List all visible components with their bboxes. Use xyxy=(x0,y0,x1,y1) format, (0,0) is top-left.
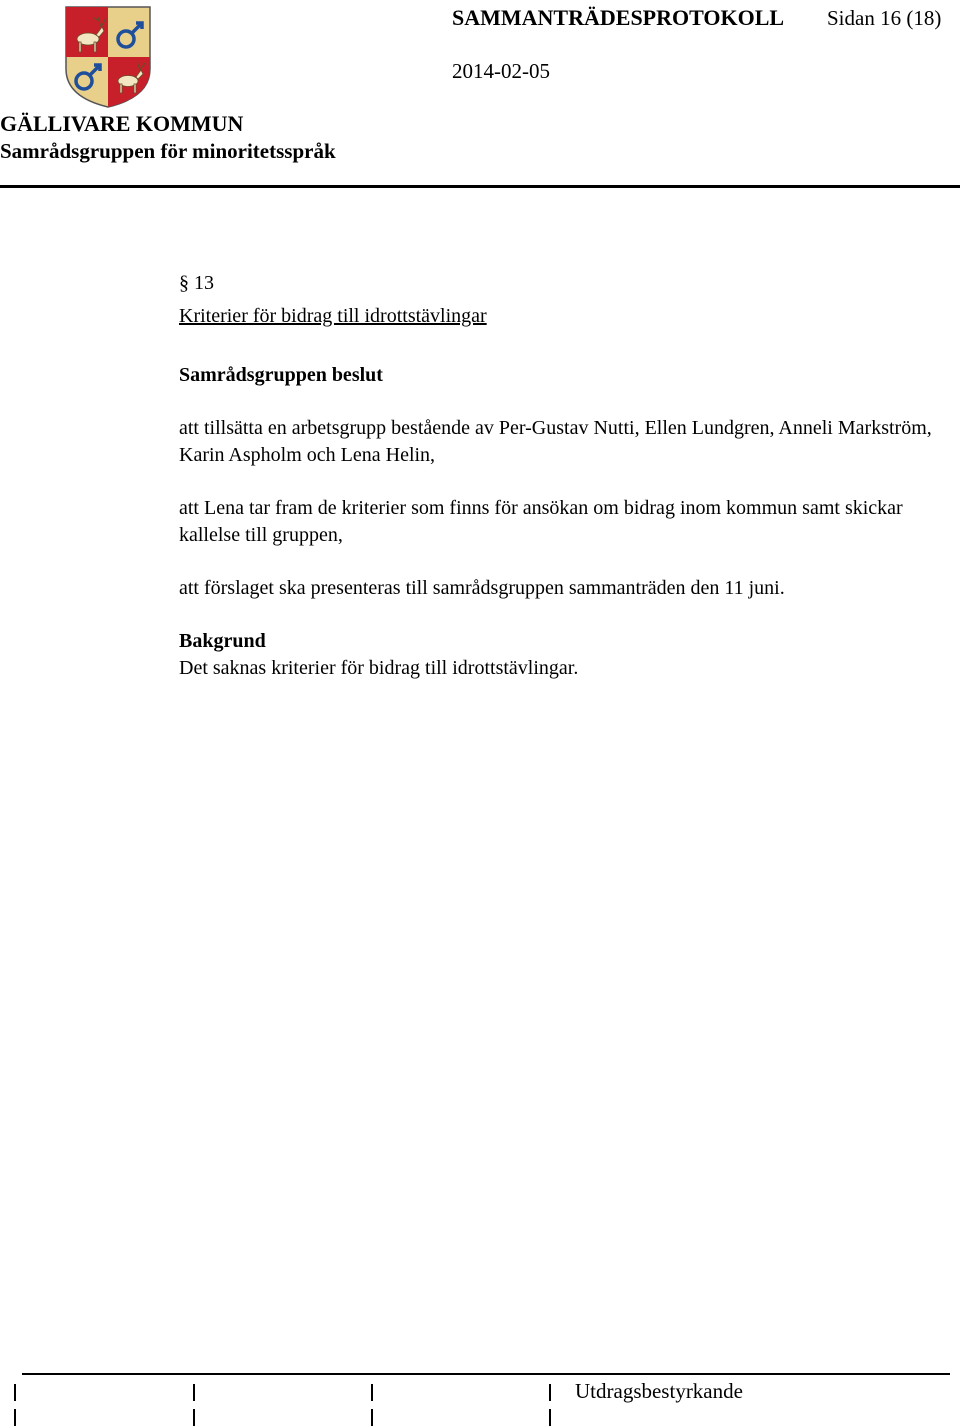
signature-box-divider xyxy=(549,1384,551,1401)
protocol-title: SAMMANTRÄDESPROTOKOLL xyxy=(452,5,785,30)
signature-box-divider xyxy=(193,1384,195,1401)
organization-name: GÄLLIVARE KOMMUN xyxy=(0,111,244,136)
footer-divider xyxy=(22,1373,950,1375)
section-title: Kriterier för bidrag till idrottstävlingar xyxy=(179,305,487,327)
signature-box-divider xyxy=(371,1384,373,1401)
decision-heading: Samrådsgruppen beslut xyxy=(179,364,383,386)
section-number: § 13 xyxy=(179,272,214,294)
page-number: Sidan 16 (18) xyxy=(827,6,942,30)
background-text: Det saknas kriterier för bidrag till idrottstävlingar. xyxy=(179,657,579,679)
meeting-date: 2014-02-05 xyxy=(452,59,550,83)
municipal-coat-of-arms-icon xyxy=(64,5,152,109)
signature-box-divider xyxy=(193,1409,195,1426)
signature-box-divider xyxy=(14,1409,16,1426)
decision-item: att förslaget ska presenteras till samrådsgruppen sammanträden den 11 juni. xyxy=(179,577,785,599)
decision-item: att tillsätta en arbetsgrupp bestående av Per-Gustav Nutti, Ellen Lundgren, Anneli Markström, Karin Aspholm och Lena Helin, xyxy=(179,417,932,466)
certification-label: Utdragsbestyrkande xyxy=(575,1379,743,1403)
group-name: Samrådsgruppen för minoritetsspråk xyxy=(0,139,336,163)
signature-box-divider xyxy=(549,1409,551,1426)
signature-box-divider xyxy=(14,1384,16,1401)
signature-box-divider xyxy=(371,1409,373,1426)
background-heading: Bakgrund xyxy=(179,630,266,652)
decision-item: att Lena tar fram de kriterier som finns för ansökan om bidrag inom kommun samt skickar kallelse till gruppen, xyxy=(179,497,903,546)
header-divider xyxy=(0,185,960,188)
